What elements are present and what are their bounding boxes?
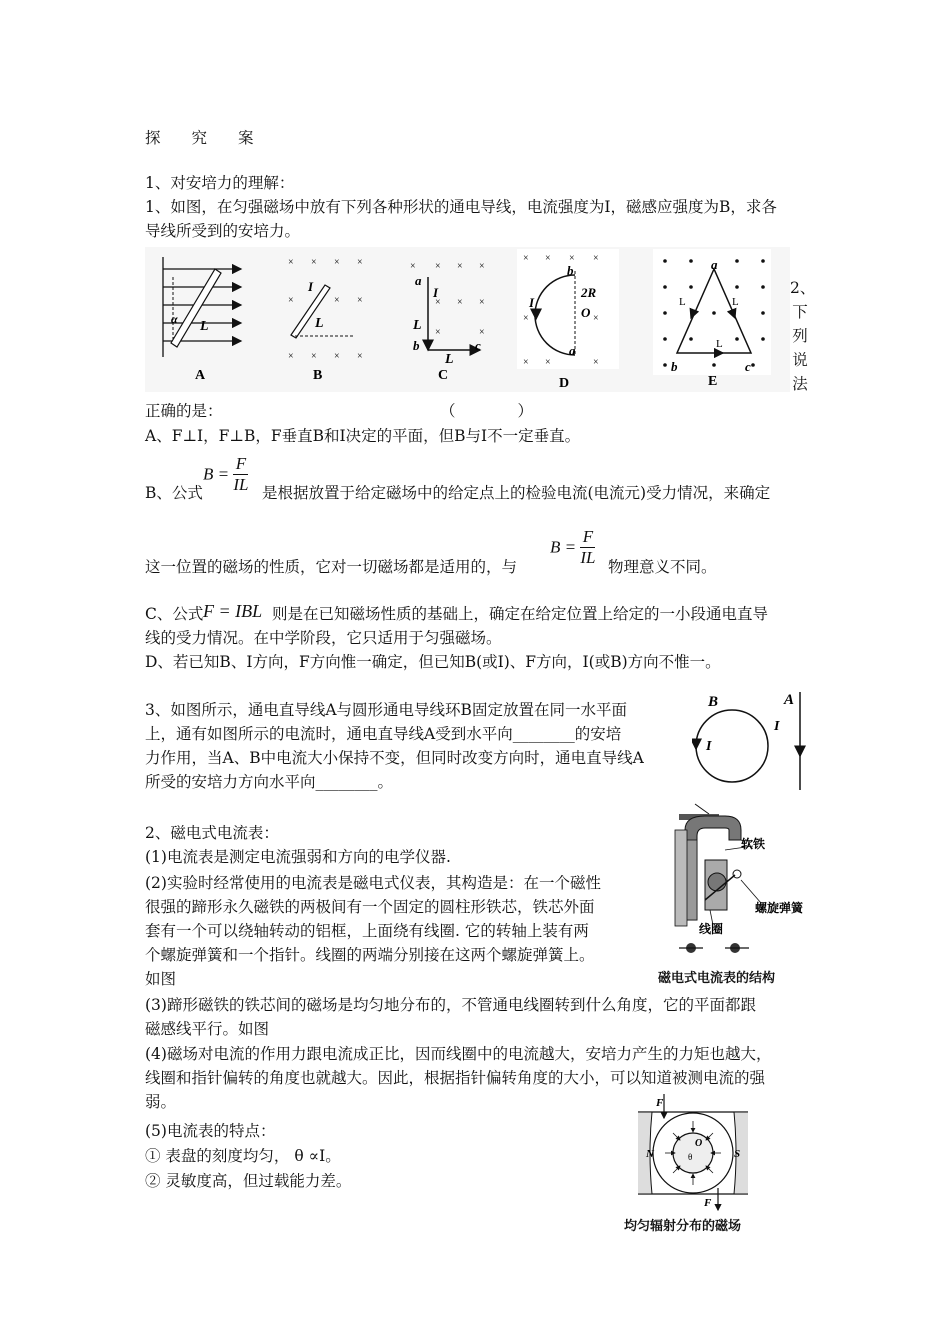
option-b-line2-prefix: 这一位置的磁场的性质，它对一切磁场都是适用的，与 <box>145 558 518 576</box>
q2-prefix: 正确的是： <box>145 402 223 420</box>
formula-b-2 <box>550 527 595 568</box>
s2-p1: (1)电流表是测定电流强弱和方向的电学仪器. <box>145 848 451 866</box>
svg-text:×: × <box>357 351 363 362</box>
s2-p2-line5: 如图 <box>145 970 177 988</box>
svg-text:×: × <box>311 351 317 362</box>
fig-e-c-label: c <box>745 359 751 374</box>
q3-line3: 力作用，当A、B中电流大小保持不变，但同时改变方向时，通电直导线A <box>145 749 644 767</box>
page-title: 探 究 案 <box>145 129 254 147</box>
svg-text:×: × <box>479 297 485 308</box>
q3-fig-a-label: A <box>784 692 795 708</box>
svg-text:×: × <box>569 253 575 264</box>
q2-answer-bracket[interactable]: （ ） <box>440 402 534 420</box>
fig-d-a-label: a <box>569 343 576 358</box>
fig-d-2r-label: 2R <box>581 285 597 300</box>
q1-figures <box>145 247 790 392</box>
s2-p2-line4: 个螺旋弹簧和一个指针。线圈的两端分别接在这两个螺旋弹簧上。 <box>145 946 595 964</box>
svg-text:×: × <box>523 313 529 324</box>
svg-text:×: × <box>288 295 294 306</box>
radial-f-bottom: F <box>704 1197 712 1209</box>
s2-p2-line3: 套有一个可以绕轴转动的铝框，上面绕有线圈. 它的转轴上装有两 <box>145 922 589 940</box>
fig-d-i-label: I <box>529 295 535 310</box>
fig-e-b-label: b <box>671 359 678 374</box>
fig-b-caption: B <box>313 368 323 383</box>
fig-a-l-label: L <box>200 319 209 334</box>
q2-side-char: 2、 <box>790 279 816 297</box>
svg-text:×: × <box>288 257 294 268</box>
radial-f-top: F <box>656 1097 664 1109</box>
s2-p4-line3: 弱。 <box>145 1093 177 1111</box>
fig-e-a-label: a <box>711 257 718 272</box>
fig-c-a-label: a <box>415 273 422 288</box>
option-c-line2: 线的受力情况。在中学阶段，它只适用于匀强磁场。 <box>145 629 502 647</box>
svg-text:×: × <box>334 351 340 362</box>
option-b-prefix: B、公式 <box>145 484 203 502</box>
fig-e-l3-label: L <box>716 338 723 350</box>
svg-text:×: × <box>288 351 294 362</box>
s2-p3-line1: (3)蹄形磁铁的铁芯间的磁场是均匀地分布的，不管通电线圈转到什么角度，它的平面都跟 <box>145 996 756 1014</box>
svg-text:×: × <box>479 261 485 272</box>
svg-text:×: × <box>545 253 551 264</box>
radial-field-figure <box>638 1094 748 1212</box>
fig-a-caption: A <box>195 368 206 383</box>
radial-o: O <box>695 1138 703 1149</box>
svg-text:×: × <box>593 313 599 324</box>
q1-text-line1: 1、如图，在匀强磁场中放有下列各种形状的通电导线，电流强度为I，磁感应强度为B，求各 <box>145 198 777 216</box>
radial-n: N <box>646 1148 654 1160</box>
radial-s: S <box>734 1148 741 1160</box>
fig-d-caption: D <box>559 376 570 391</box>
fig-c-c-label: c <box>475 338 481 353</box>
q3-figure <box>692 686 810 796</box>
formula-b2-denominator: IL <box>580 548 596 567</box>
q2-side-char: 法 <box>792 375 808 393</box>
q3-fig-i-right: I <box>774 719 780 734</box>
q3-line4: 所受的安培力方向水平向________。 <box>145 773 394 791</box>
fig-c-l1-label: L <box>413 318 422 333</box>
q2-side-text <box>790 276 816 396</box>
fig-e-l1-label: L <box>679 296 686 308</box>
s2-p5: (5)电流表的特点： <box>145 1122 276 1140</box>
q3-line1: 3、如图所示，通电直导线A与圆形通电导线环B固定放置在同一水平面 <box>145 701 627 719</box>
formula-b-numerator: F <box>233 454 248 475</box>
formula-b-denominator: IL <box>233 475 249 494</box>
svg-text:×: × <box>334 257 340 268</box>
fig-c-b-label: b <box>413 338 420 353</box>
q3-fig-i-left: I <box>706 739 712 754</box>
s2-p5-item1: ① 表盘的刻度均匀， θ ∝I。 <box>145 1147 341 1165</box>
svg-text:×: × <box>545 357 551 368</box>
q1-text-line2: 导线所受到的安培力。 <box>145 222 301 240</box>
q2-side-char: 下 <box>792 303 808 321</box>
meter-caption: 磁电式电流表的结构 <box>658 971 776 986</box>
radial-theta: θ <box>688 1152 693 1162</box>
s2-p4-line2: 线圈和指针偏转的角度也就越大。因此，根据指针偏转角度的大小，可以知道被测电流的强 <box>145 1069 766 1087</box>
s2-p2-line1: (2)实验时经常使用的电流表是磁电式仪表，其构造是：在一个磁性 <box>145 874 601 892</box>
svg-text:×: × <box>435 261 441 272</box>
option-c-suffix: 则是在已知磁场性质的基础上，确定在给定位置上给定的一小段通电直导 <box>272 605 769 623</box>
fig-d-b-label: b <box>567 263 574 278</box>
s2-p3-line2: 磁感线平行。如图 <box>145 1020 270 1038</box>
svg-text:×: × <box>593 253 599 264</box>
radial-caption: 均匀辐射分布的磁场 <box>624 1219 742 1234</box>
svg-text:×: × <box>334 295 340 306</box>
svg-text:×: × <box>523 357 529 368</box>
s2-p4-line1: (4)磁场对电流的作用力跟电流成正比，因而线圈中的电流越大，安培力产生的力矩也越大， <box>145 1045 772 1063</box>
fig-b-l-label: L <box>315 316 324 331</box>
option-b-line2-suffix: 物理意义不同。 <box>608 558 717 576</box>
s2-p5-item2: ② 灵敏度高，但过载能力差。 <box>145 1172 352 1190</box>
formula-b-fraction <box>233 454 248 495</box>
option-a: A、F⊥I，F⊥B，F垂直B和I决定的平面，但B与I不一定垂直。 <box>145 427 581 445</box>
svg-text:×: × <box>435 327 441 338</box>
section2-heading: 2、磁电式电流表： <box>145 824 279 842</box>
fig-e-caption: E <box>708 374 718 389</box>
svg-text:×: × <box>311 257 317 268</box>
svg-text:×: × <box>523 253 529 264</box>
q3-line2: 上，通有如图所示的电流时，通电直导线A受到水平向________的安培 <box>145 725 622 743</box>
formula-f: F = IBL <box>203 601 263 621</box>
fig-e-l2-label: L <box>732 296 739 308</box>
q3-fig-b-label: B <box>708 694 719 710</box>
figure-e <box>653 249 771 389</box>
option-d: D、若已知B、I方向，F方向惟一确定，但已知B(或I)、F方向，I(或B)方向不惟一。 <box>145 653 721 671</box>
svg-text:×: × <box>457 297 463 308</box>
fig-c-i-label: I <box>433 285 439 300</box>
svg-text:×: × <box>593 357 599 368</box>
s2-p2-line2: 很强的蹄形永久磁铁的两极间有一个固定的圆柱形铁芯，铁芯外面 <box>145 898 595 916</box>
svg-text:×: × <box>357 257 363 268</box>
soft-iron-label: 软铁 <box>741 837 766 851</box>
formula-b2-lhs: B = <box>550 537 577 557</box>
spring-label: 螺旋弹簧 <box>755 901 804 915</box>
svg-text:×: × <box>357 295 363 306</box>
option-c-prefix: C、公式 <box>145 605 204 623</box>
q2-side-char: 说 <box>792 351 808 369</box>
option-b-suffix: 是根据放置于给定磁场中的给定点上的检验电流(电流元)受力情况，来确定 <box>262 484 771 502</box>
formula-b <box>203 454 248 495</box>
svg-text:×: × <box>479 327 485 338</box>
fig-c-caption: C <box>438 368 449 383</box>
formula-b2-numerator: F <box>580 527 595 548</box>
fig-d-o-label: O <box>581 305 591 320</box>
q2-side-char: 列 <box>792 327 808 345</box>
formula-b2-fraction <box>580 527 595 568</box>
section1-heading: 1、对安培力的理解： <box>145 174 295 192</box>
fig-b-i-label: I <box>308 279 314 294</box>
meter-figure <box>655 800 815 985</box>
svg-text:×: × <box>457 261 463 272</box>
svg-text:×: × <box>435 297 441 308</box>
alpha-label: α <box>171 312 178 326</box>
fig-c-l2-label: L <box>445 352 454 367</box>
coil-label: 线圈 <box>699 922 724 936</box>
formula-b-lhs: B = <box>203 464 230 484</box>
svg-text:×: × <box>410 261 416 272</box>
